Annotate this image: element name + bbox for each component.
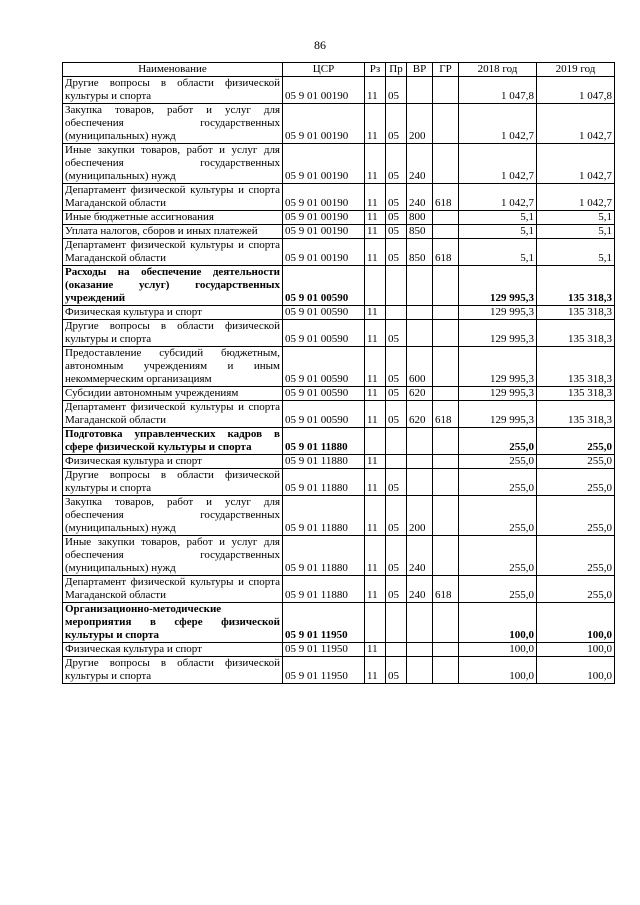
year-2018-value: 5,1: [459, 225, 537, 239]
table-row: [63, 401, 615, 428]
pr-cell: 05: [386, 401, 407, 428]
rz-cell: 11: [365, 211, 386, 225]
vr-cell: 600: [407, 347, 433, 387]
csr-cell: 05 9 01 00590: [283, 266, 365, 306]
csr-cell: 05 9 01 11880: [283, 576, 365, 603]
vr-cell: 240: [407, 576, 433, 603]
year-2019-value: 1 042,7: [537, 104, 615, 144]
vr-cell: [407, 306, 433, 320]
csr-cell: 05 9 01 00190: [283, 184, 365, 211]
table-row: [63, 320, 615, 347]
year-2019-value: 5,1: [537, 225, 615, 239]
gr-cell: 618: [433, 401, 459, 428]
vr-cell: 240: [407, 184, 433, 211]
year-2018-value: 129 995,3: [459, 347, 537, 387]
row-name-cell: Закупка товаров, работ и услуг для обеспечения государственных (муниципальных) нужд: [63, 104, 283, 144]
header-year-2018: 2018 год: [459, 63, 537, 77]
year-2019-value: 135 318,3: [537, 266, 615, 306]
gr-cell: [433, 77, 459, 104]
year-2019-value: 5,1: [537, 239, 615, 266]
vr-cell: [407, 469, 433, 496]
rz-cell: 11: [365, 225, 386, 239]
gr-cell: [433, 455, 459, 469]
vr-cell: [407, 266, 433, 306]
rz-cell: [365, 603, 386, 643]
pr-cell: 05: [386, 496, 407, 536]
table-row: [63, 239, 615, 266]
row-name-cell: Иные закупки товаров, работ и услуг для обеспечения государственных (муниципальных) нужд: [63, 144, 283, 184]
table-row: [63, 144, 615, 184]
year-2018-value: 100,0: [459, 657, 537, 684]
table-row: [63, 387, 615, 401]
year-2019-value: 135 318,3: [537, 306, 615, 320]
row-name-cell: Другие вопросы в области физической культуры и спорта: [63, 657, 283, 684]
pr-cell: 05: [386, 576, 407, 603]
row-name-cell: Уплата налогов, сборов и иных платежей: [63, 225, 283, 239]
csr-cell: 05 9 01 00590: [283, 347, 365, 387]
table-row: [63, 576, 615, 603]
table-row: [63, 657, 615, 684]
csr-cell: 05 9 01 00190: [283, 144, 365, 184]
year-2018-value: 255,0: [459, 428, 537, 455]
gr-cell: 618: [433, 239, 459, 266]
year-2019-value: 135 318,3: [537, 401, 615, 428]
row-name-cell: Департамент физической культуры и спорта Магаданской области: [63, 239, 283, 266]
vr-cell: 850: [407, 225, 433, 239]
year-2019-value: 255,0: [537, 469, 615, 496]
gr-cell: [433, 603, 459, 643]
year-2018-value: 255,0: [459, 496, 537, 536]
csr-cell: 05 9 01 00190: [283, 211, 365, 225]
rz-cell: [365, 428, 386, 455]
header-pr: Пр: [386, 63, 407, 77]
rz-cell: 11: [365, 657, 386, 684]
gr-cell: [433, 643, 459, 657]
gr-cell: [433, 306, 459, 320]
csr-cell: 05 9 01 11950: [283, 603, 365, 643]
gr-cell: 618: [433, 576, 459, 603]
header-name: Наименование: [63, 63, 283, 77]
row-name-cell: Организационно-методические мероприятия в сфере физической культуры и спорта: [63, 603, 283, 643]
header-row: [63, 63, 615, 77]
header-rz: Рз: [365, 63, 386, 77]
year-2018-value: 255,0: [459, 455, 537, 469]
table-row: [63, 306, 615, 320]
gr-cell: [433, 320, 459, 347]
row-name-cell: Иные бюджетные ассигнования: [63, 211, 283, 225]
gr-cell: [433, 469, 459, 496]
table-row: [63, 455, 615, 469]
rz-cell: 11: [365, 306, 386, 320]
csr-cell: 05 9 01 00590: [283, 387, 365, 401]
vr-cell: 800: [407, 211, 433, 225]
gr-cell: [433, 104, 459, 144]
table-row: [63, 211, 615, 225]
rz-cell: 11: [365, 496, 386, 536]
csr-cell: 05 9 01 11950: [283, 657, 365, 684]
pr-cell: 05: [386, 469, 407, 496]
csr-cell: 05 9 01 11880: [283, 455, 365, 469]
year-2019-value: 255,0: [537, 576, 615, 603]
gr-cell: 618: [433, 184, 459, 211]
year-2019-value: 1 047,8: [537, 77, 615, 104]
csr-cell: 05 9 01 11880: [283, 536, 365, 576]
table-row-subtotal: [63, 266, 615, 306]
header-gr: ГР: [433, 63, 459, 77]
pr-cell: 05: [386, 320, 407, 347]
year-2018-value: 129 995,3: [459, 320, 537, 347]
vr-cell: 200: [407, 496, 433, 536]
pr-cell: 05: [386, 211, 407, 225]
year-2018-value: 100,0: [459, 643, 537, 657]
csr-cell: 05 9 01 00190: [283, 104, 365, 144]
row-name-cell: Департамент физической культуры и спорта Магаданской области: [63, 576, 283, 603]
year-2019-value: 1 042,7: [537, 184, 615, 211]
table-row: [63, 469, 615, 496]
table-row: [63, 496, 615, 536]
budget-table: [62, 62, 615, 684]
gr-cell: [433, 428, 459, 455]
pr-cell: [386, 306, 407, 320]
pr-cell: [386, 603, 407, 643]
table-row-subtotal: [63, 603, 615, 643]
year-2018-value: 129 995,3: [459, 387, 537, 401]
pr-cell: 05: [386, 225, 407, 239]
row-name-cell: Субсидии автономным учреждениям: [63, 387, 283, 401]
csr-cell: 05 9 01 00190: [283, 77, 365, 104]
page-number: 86: [314, 38, 326, 52]
vr-cell: 240: [407, 536, 433, 576]
year-2018-value: 255,0: [459, 536, 537, 576]
rz-cell: 11: [365, 347, 386, 387]
csr-cell: 05 9 01 11950: [283, 643, 365, 657]
year-2019-value: 255,0: [537, 496, 615, 536]
rz-cell: 11: [365, 455, 386, 469]
pr-cell: 05: [386, 184, 407, 211]
table-row: [63, 536, 615, 576]
year-2018-value: 255,0: [459, 469, 537, 496]
row-name-cell: Департамент физической культуры и спорта Магаданской области: [63, 401, 283, 428]
gr-cell: [433, 225, 459, 239]
year-2019-value: 100,0: [537, 603, 615, 643]
rz-cell: 11: [365, 104, 386, 144]
year-2018-value: 129 995,3: [459, 306, 537, 320]
vr-cell: 850: [407, 239, 433, 266]
vr-cell: 620: [407, 401, 433, 428]
header-year-2019: 2019 год: [537, 63, 615, 77]
year-2019-value: 135 318,3: [537, 387, 615, 401]
gr-cell: [433, 536, 459, 576]
year-2018-value: 5,1: [459, 239, 537, 266]
row-name-cell: Департамент физической культуры и спорта Магаданской области: [63, 184, 283, 211]
year-2019-value: 135 318,3: [537, 347, 615, 387]
year-2018-value: 1 042,7: [459, 144, 537, 184]
gr-cell: [433, 266, 459, 306]
year-2019-value: 100,0: [537, 657, 615, 684]
year-2019-value: 100,0: [537, 643, 615, 657]
row-name-cell: Закупка товаров, работ и услуг для обеспечения государственных (муниципальных) нужд: [63, 496, 283, 536]
pr-cell: 05: [386, 77, 407, 104]
gr-cell: [433, 496, 459, 536]
year-2019-value: 255,0: [537, 455, 615, 469]
csr-cell: 05 9 01 00590: [283, 401, 365, 428]
table-row-subtotal: [63, 428, 615, 455]
vr-cell: [407, 77, 433, 104]
table-row: [63, 225, 615, 239]
row-name-cell: Другие вопросы в области физической культуры и спорта: [63, 320, 283, 347]
pr-cell: 05: [386, 387, 407, 401]
year-2019-value: 255,0: [537, 428, 615, 455]
gr-cell: [433, 211, 459, 225]
gr-cell: [433, 144, 459, 184]
vr-cell: [407, 643, 433, 657]
vr-cell: [407, 320, 433, 347]
vr-cell: [407, 657, 433, 684]
pr-cell: 05: [386, 239, 407, 266]
rz-cell: 11: [365, 469, 386, 496]
rz-cell: 11: [365, 643, 386, 657]
pr-cell: [386, 455, 407, 469]
vr-cell: [407, 428, 433, 455]
year-2018-value: 100,0: [459, 603, 537, 643]
row-name-cell: Иные закупки товаров, работ и услуг для обеспечения государственных (муниципальных) нужд: [63, 536, 283, 576]
vr-cell: 620: [407, 387, 433, 401]
table-row: [63, 184, 615, 211]
gr-cell: [433, 347, 459, 387]
gr-cell: [433, 657, 459, 684]
pr-cell: 05: [386, 144, 407, 184]
vr-cell: 240: [407, 144, 433, 184]
csr-cell: 05 9 01 00190: [283, 239, 365, 266]
csr-cell: 05 9 01 00190: [283, 225, 365, 239]
year-2018-value: 1 042,7: [459, 184, 537, 211]
pr-cell: 05: [386, 657, 407, 684]
row-name-cell: Физическая культура и спорт: [63, 455, 283, 469]
pr-cell: [386, 266, 407, 306]
year-2018-value: 1 042,7: [459, 104, 537, 144]
row-name-cell: Другие вопросы в области физической культуры и спорта: [63, 469, 283, 496]
csr-cell: 05 9 01 11880: [283, 469, 365, 496]
table-row: [63, 347, 615, 387]
year-2019-value: 1 042,7: [537, 144, 615, 184]
row-name-cell: Предоставление субсидий бюджетным, автономным учреждениям и иным некоммерческим организациям: [63, 347, 283, 387]
table-row: [63, 643, 615, 657]
year-2018-value: 1 047,8: [459, 77, 537, 104]
header-csr: ЦСР: [283, 63, 365, 77]
rz-cell: 11: [365, 239, 386, 266]
pr-cell: [386, 643, 407, 657]
vr-cell: [407, 603, 433, 643]
csr-cell: 05 9 01 00590: [283, 306, 365, 320]
rz-cell: 11: [365, 184, 386, 211]
rz-cell: 11: [365, 576, 386, 603]
year-2018-value: 129 995,3: [459, 401, 537, 428]
csr-cell: 05 9 01 11880: [283, 428, 365, 455]
pr-cell: 05: [386, 536, 407, 576]
gr-cell: [433, 387, 459, 401]
rz-cell: 11: [365, 144, 386, 184]
year-2019-value: 5,1: [537, 211, 615, 225]
row-name-cell: Физическая культура и спорт: [63, 643, 283, 657]
rz-cell: 11: [365, 401, 386, 428]
pr-cell: 05: [386, 347, 407, 387]
year-2019-value: 135 318,3: [537, 320, 615, 347]
csr-cell: 05 9 01 00590: [283, 320, 365, 347]
pr-cell: 05: [386, 104, 407, 144]
table-row: [63, 104, 615, 144]
year-2019-value: 255,0: [537, 536, 615, 576]
row-name-cell: Другие вопросы в области физической культуры и спорта: [63, 77, 283, 104]
rz-cell: 11: [365, 320, 386, 347]
year-2018-value: 129 995,3: [459, 266, 537, 306]
rz-cell: 11: [365, 77, 386, 104]
csr-cell: 05 9 01 11880: [283, 496, 365, 536]
year-2018-value: 255,0: [459, 576, 537, 603]
rz-cell: 11: [365, 387, 386, 401]
table-row: [63, 77, 615, 104]
row-name-cell: Подготовка управленческих кадров в сфере физической культуры и спорта: [63, 428, 283, 455]
header-vr: ВР: [407, 63, 433, 77]
year-2018-value: 5,1: [459, 211, 537, 225]
rz-cell: 11: [365, 536, 386, 576]
vr-cell: 200: [407, 104, 433, 144]
rz-cell: [365, 266, 386, 306]
pr-cell: [386, 428, 407, 455]
row-name-cell: Физическая культура и спорт: [63, 306, 283, 320]
vr-cell: [407, 455, 433, 469]
row-name-cell: Расходы на обеспечение деятельности (оказание услуг) государственных учреждений: [63, 266, 283, 306]
